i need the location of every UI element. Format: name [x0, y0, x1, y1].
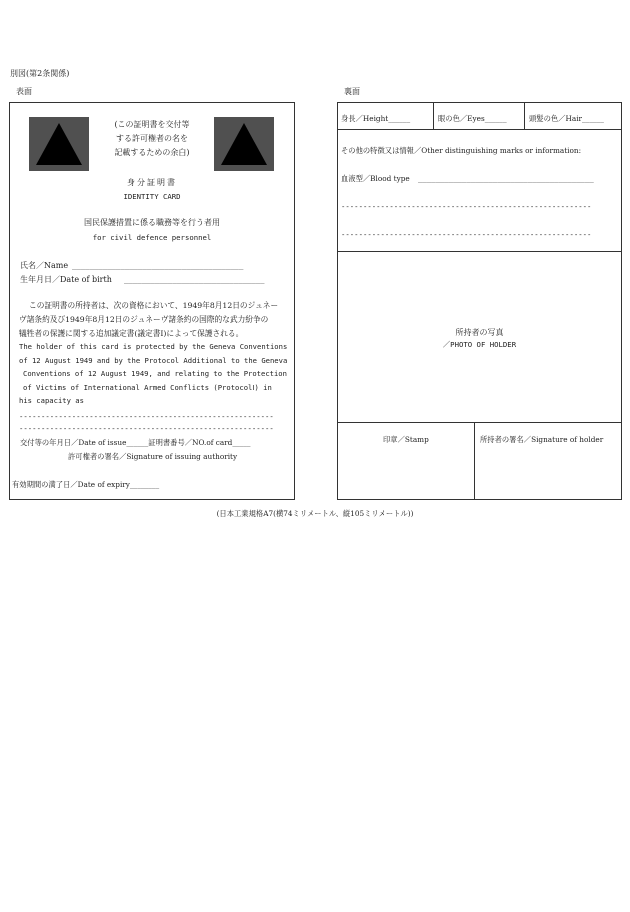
- blank-note-line: する許可権者の名を: [116, 134, 188, 143]
- capacity-field[interactable]: ----------------------------------------------------------: [19, 412, 274, 421]
- hair-color-field[interactable]: 頭髪の色／Hair______: [529, 114, 604, 123]
- card-title-en: IDENTITY CARD: [123, 192, 181, 201]
- statement-en-line: Conventions of 12 August 1949, and relating to the Protection: [23, 369, 287, 378]
- front-card: [9, 102, 295, 500]
- blank-note-line: 記載するための余白): [114, 148, 190, 157]
- statement-ja-line: この証明書の所持者は、次の資格において、1949年8月12日のジュネー: [29, 301, 279, 310]
- height-field[interactable]: 身長／Height______: [341, 114, 411, 123]
- other-marks-field[interactable]: ---------------------------------------------------------: [341, 202, 592, 211]
- eye-color-field[interactable]: 眼の色／Eyes______: [438, 114, 507, 123]
- name-field[interactable]: _______________________________________: [72, 261, 244, 270]
- capacity-field[interactable]: ----------------------------------------------------------: [19, 424, 274, 433]
- statement-en-line: his capacity as: [19, 396, 84, 405]
- divider: [338, 129, 621, 130]
- issue-date-card-number[interactable]: 交付等の年月日／Date of issue______証明書番号／NO.of card_____: [20, 438, 251, 447]
- divider: [524, 103, 525, 129]
- statement-ja-line: ヴ諸条約及び1949年8月12日のジュネーヴ諸条約の国際的な武力紛争の: [19, 315, 269, 324]
- blank-note-line: (この証明書を交付等: [114, 120, 190, 129]
- card-subtitle-ja: 国民保護措置に係る職務等を行う者用: [84, 218, 220, 227]
- divider: [433, 103, 434, 129]
- divider: [338, 251, 621, 252]
- divider: [338, 422, 621, 423]
- statement-en-line: The holder of this card is protected by the Geneva Conventions: [19, 342, 288, 351]
- front-label: 表面: [16, 87, 32, 96]
- divider: [474, 422, 475, 499]
- back-card: [337, 102, 622, 500]
- appendix-title: 別図(第2条関係): [10, 69, 70, 78]
- photo-label-en: ／PHOTO OF HOLDER: [442, 340, 517, 349]
- authority-signature-label: 許可権者の署名／Signature of issuing authority: [68, 452, 238, 461]
- dob-label: 生年月日／Date of birth: [20, 275, 112, 284]
- statement-en-line: of 12 August 1949 and by the Protocol Additional to the Geneva: [19, 355, 288, 365]
- statement-en: [19, 340, 291, 408]
- other-marks-field[interactable]: ---------------------------------------------------------: [341, 230, 592, 239]
- emblem-right-icon: [214, 117, 274, 171]
- expiry-date-label[interactable]: 有効期間の満了日／Date of expiry________: [12, 480, 160, 489]
- authority-blank-note: [94, 118, 210, 160]
- statement-ja: [19, 299, 291, 341]
- card-subtitle-en: for civil defence personnel: [92, 233, 212, 242]
- name-label: 氏名／Name: [20, 261, 69, 270]
- statement-ja-line: 犠牲者の保護に関する追加議定書(議定書Ⅰ)によって保護される。: [19, 329, 244, 338]
- holder-signature-label: 所持者の署名／Signature of holder: [480, 435, 604, 444]
- back-label: 裏面: [344, 87, 360, 96]
- blood-type-field[interactable]: ________________________________________: [418, 174, 594, 183]
- photo-label-ja: 所持者の写真: [455, 328, 504, 337]
- footer-note: (日本工業規格A7(横74ミリメートル、縦105ミリメートル)): [216, 509, 414, 518]
- stamp-label: 印章／Stamp: [383, 435, 429, 444]
- statement-en-line: of Victims of International Armed Conflicts (ProtocolⅠ) in: [23, 382, 272, 392]
- blood-type-label: 血液型／Blood type: [341, 174, 410, 183]
- emblem-left-icon: [29, 117, 89, 171]
- dob-field[interactable]: ________________________________: [124, 275, 265, 284]
- other-marks-label: その他の特徴又は情報／Other distinguishing marks or information:: [341, 146, 582, 155]
- card-title-ja: 身分証明書: [127, 178, 177, 187]
